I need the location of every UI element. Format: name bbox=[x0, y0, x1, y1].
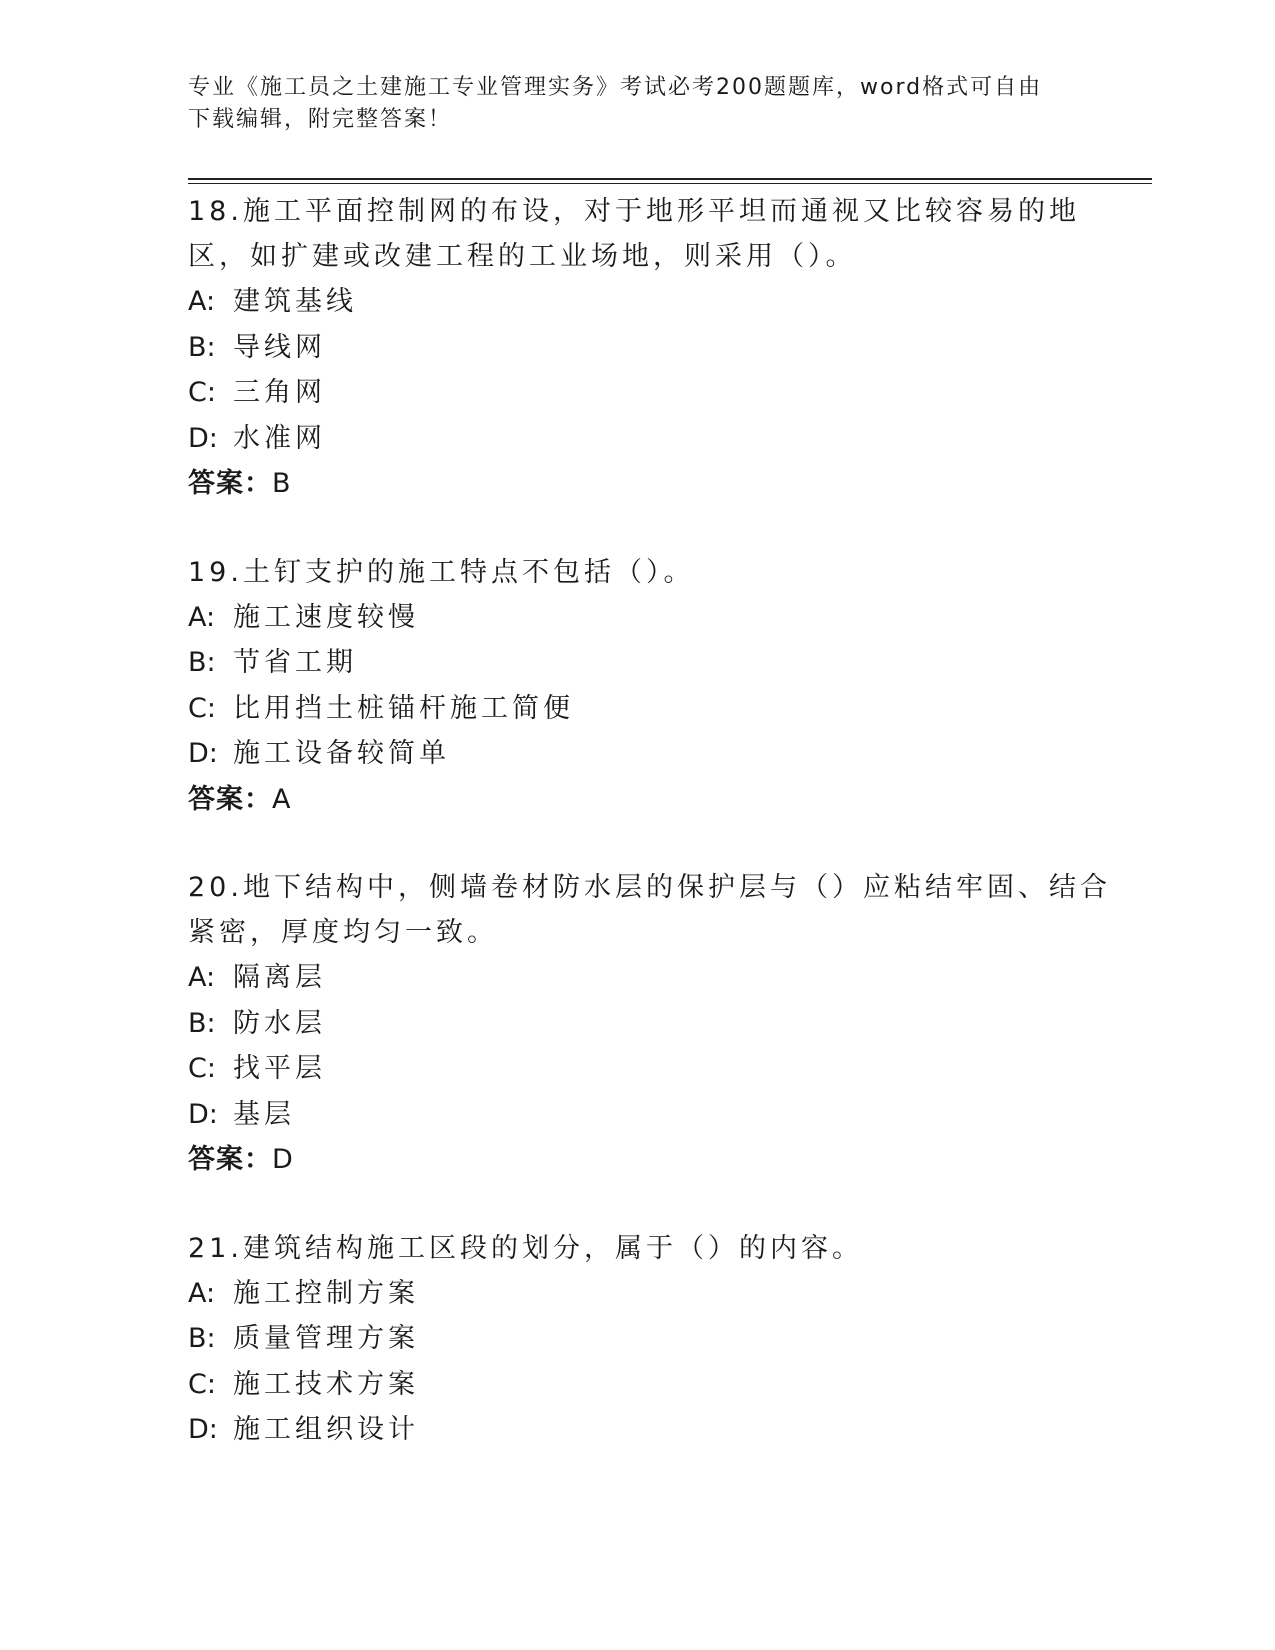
question-20 bbox=[188, 865, 1128, 1183]
option-text: 基层 bbox=[233, 1098, 295, 1130]
option-d bbox=[188, 416, 1128, 462]
option-text: 施工控制方案 bbox=[233, 1277, 419, 1309]
option-d bbox=[188, 1092, 1128, 1138]
question-stem: 18.施工平面控制网的布设，对于地形平坦而通视又比较容易的地区，如扩建或改建工程的工业场地，则采用（）。 bbox=[188, 196, 1080, 272]
option-text: 施工设备较简单 bbox=[233, 738, 450, 769]
option-text: 施工技术方案 bbox=[233, 1368, 419, 1400]
header-divider-thick bbox=[188, 178, 1152, 180]
option-c bbox=[188, 1046, 1128, 1092]
answer-value: A bbox=[272, 783, 292, 815]
option-letter: B: bbox=[188, 647, 216, 678]
question-stem: 21.建筑结构施工区段的划分，属于（）的内容。 bbox=[188, 1232, 863, 1264]
question-stem: 20.地下结构中，侧墙卷材防水层的保护层与（）应粘结牢固、结合紧密，厚度均匀一致。 bbox=[188, 872, 1111, 948]
option-letter: D: bbox=[188, 422, 218, 454]
option-text: 施工组织设计 bbox=[233, 1414, 419, 1445]
option-d bbox=[188, 731, 1128, 777]
question-18 bbox=[188, 189, 1128, 507]
option-text: 比用挡土桩锚杆施工简便 bbox=[233, 692, 574, 724]
option-text: 隔离层 bbox=[233, 962, 326, 993]
option-c bbox=[188, 1362, 1128, 1408]
answer-line bbox=[188, 461, 1128, 507]
option-letter: C: bbox=[188, 1368, 216, 1400]
option-text: 施工速度较慢 bbox=[233, 601, 419, 633]
option-b bbox=[188, 640, 1128, 686]
option-letter: A: bbox=[188, 286, 216, 317]
option-text: 找平层 bbox=[233, 1053, 326, 1084]
document-header bbox=[188, 72, 1088, 136]
question-21 bbox=[188, 1226, 1128, 1453]
option-text: 建筑基线 bbox=[233, 286, 357, 317]
option-letter: C: bbox=[188, 692, 216, 724]
option-b bbox=[188, 1001, 1128, 1047]
answer-line bbox=[188, 777, 1128, 823]
option-b bbox=[188, 325, 1128, 371]
header-line-1: 专业《施工员之土建施工专业管理实务》考试必考200题题库，word格式可自由 bbox=[188, 75, 1043, 100]
answer-label: 答案： bbox=[188, 468, 272, 499]
option-b bbox=[188, 1316, 1128, 1362]
header-divider-thin bbox=[188, 183, 1152, 184]
option-text: 三角网 bbox=[233, 377, 326, 408]
answer-line bbox=[188, 1137, 1128, 1183]
answer-value: D bbox=[272, 1144, 294, 1175]
option-letter: C: bbox=[188, 377, 216, 408]
option-letter: D: bbox=[188, 738, 218, 769]
question-19 bbox=[188, 550, 1128, 823]
option-letter: D: bbox=[188, 1098, 218, 1130]
option-text: 质量管理方案 bbox=[233, 1323, 419, 1354]
answer-value: B bbox=[272, 468, 292, 499]
option-a bbox=[188, 1271, 1128, 1317]
option-letter: C: bbox=[188, 1053, 216, 1084]
answer-label: 答案： bbox=[188, 1144, 272, 1175]
option-text: 节省工期 bbox=[233, 647, 357, 678]
option-text: 防水层 bbox=[233, 1007, 326, 1039]
option-c bbox=[188, 370, 1128, 416]
option-c bbox=[188, 686, 1128, 732]
answer-label: 答案： bbox=[188, 783, 272, 815]
option-letter: B: bbox=[188, 331, 216, 363]
question-list bbox=[188, 189, 1128, 1496]
question-stem: 19.土钉支护的施工特点不包括（）。 bbox=[188, 556, 695, 588]
option-d bbox=[188, 1407, 1128, 1453]
option-a bbox=[188, 955, 1128, 1001]
option-letter: B: bbox=[188, 1323, 216, 1354]
option-letter: B: bbox=[188, 1007, 216, 1039]
option-text: 导线网 bbox=[233, 331, 326, 363]
option-letter: D: bbox=[188, 1414, 218, 1445]
header-line-2: 下载编辑，附完整答案！ bbox=[188, 107, 453, 132]
option-letter: A: bbox=[188, 962, 216, 993]
option-text: 水准网 bbox=[233, 422, 326, 454]
option-a bbox=[188, 279, 1128, 325]
option-letter: A: bbox=[188, 601, 216, 633]
option-letter: A: bbox=[188, 1277, 216, 1309]
option-a bbox=[188, 595, 1128, 641]
